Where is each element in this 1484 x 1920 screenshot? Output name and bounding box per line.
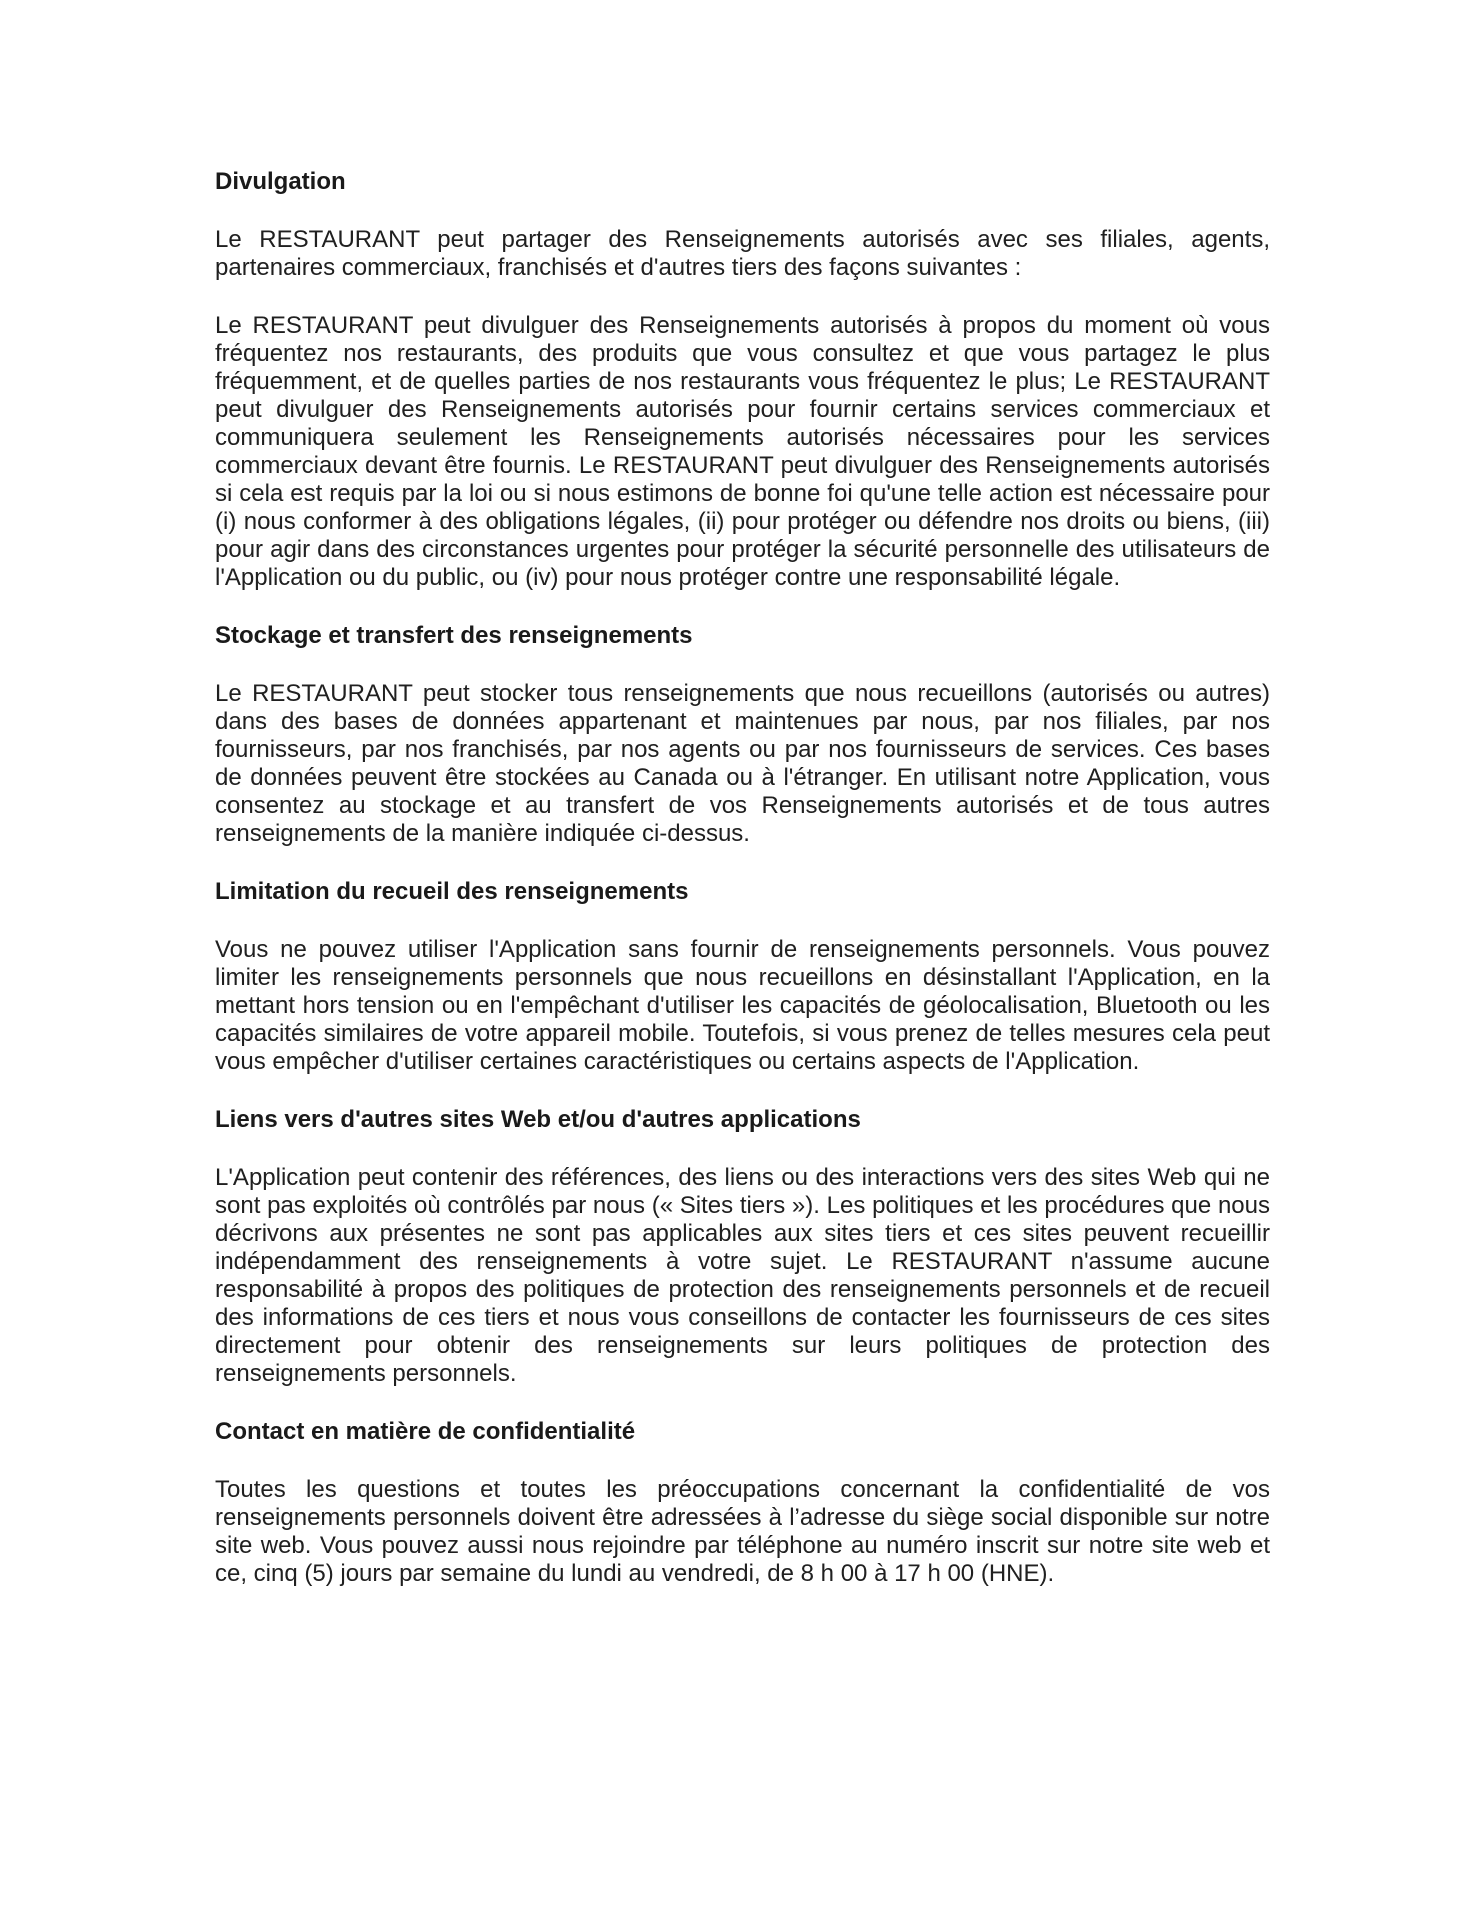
section-heading-stockage-transfert: Stockage et transfert des renseignements (215, 622, 693, 649)
paragraph-divulgation-intro: Le RESTAURANT peut partager des Renseignements autorisés avec ses filiales, agents, partenaires commerciaux, franchisés et d'autres tiers des façons suivantes : (215, 226, 1270, 281)
paragraph-limitation-recueil: Vous ne pouvez utiliser l'Application sans fournir de renseignements personnels. Vous pouvez limiter les renseignements personnels que nous recueillons en désinstallant l'Application, en la mettant hors tension ou en l'empêchant d'utiliser les capacités de géolocalisation, Bluetooth ou les capacités similaires de votre appareil mobile. Toutefois, si vous prenez de telles mesures cela peut vous empêcher d'utiliser certaines caractéristiques ou certains aspects de l'Application. (215, 936, 1270, 1075)
paragraph-contact-confidentialite: Toutes les questions et toutes les préoccupations concernant la confidentialité de vos renseignements personnels doivent être adressées à l’adresse du siège social disponible sur notre site web. Vous pouvez aussi nous rejoindre par téléphone au numéro inscrit sur notre site web et ce, cinq (5) jours par semaine du lundi au vendredi, de 8 h 00 à 17 h 00 (HNE). (215, 1476, 1270, 1587)
paragraph-liens-sites-tiers: L'Application peut contenir des références, des liens ou des interactions vers des sites Web qui ne sont pas exploités où contrôlés par nous (« Sites tiers »). Les politiques et les procédures que nous décrivons aux présentes ne sont pas applicables aux sites tiers et ces sites peuvent recueillir indépendamment des renseignements à votre sujet. Le RESTAURANT n'assume aucune responsabilité à propos des politiques de protection des renseignements personnels et de recueil des informations de ces tiers et nous vous conseillons de contacter les fournisseurs de ces sites directement pour obtenir des renseignements sur leurs politiques de protection des renseignements personnels. (215, 1164, 1270, 1387)
paragraph-divulgation-details: Le RESTAURANT peut divulguer des Renseignements autorisés à propos du moment où vous fréquentez nos restaurants, des produits que vous consultez et que vous partagez le plus fréquemment, et de quelles parties de nos restaurants vous fréquentez le plus; Le RESTAURANT peut divulguer des Renseignements autorisés pour fournir certains services commerciaux et communiquera seulement les Renseignements autorisés nécessaires pour les services commerciaux devant être fournis. Le RESTAURANT peut divulguer des Renseignements autorisés si cela est requis par la loi ou si nous estimons de bonne foi qu'une telle action est nécessaire pour (i) nous conformer à des obligations légales, (ii) pour protéger ou défendre nos droits ou biens, (iii) pour agir dans des circonstances urgentes pour protéger la sécurité personnelle des utilisateurs de l'Application ou du public, ou (iv) pour nous protéger contre une responsabilité légale. (215, 312, 1270, 591)
section-heading-liens-sites-tiers: Liens vers d'autres sites Web et/ou d'autres applications (215, 1106, 861, 1133)
paragraph-stockage-transfert: Le RESTAURANT peut stocker tous renseignements que nous recueillons (autorisés ou autres) dans des bases de données appartenant et maintenues par nous, par nos filiales, par nos fournisseurs, par nos franchisés, par nos agents ou par nos fournisseurs de services. Ces bases de données peuvent être stockées au Canada ou à l'étranger. En utilisant notre Application, vous consentez au stockage et au transfert de vos Renseignements autorisés et de tous autres renseignements de la manière indiquée ci-dessus. (215, 680, 1270, 847)
section-heading-contact-confidentialite: Contact en matière de confidentialité (215, 1418, 636, 1445)
section-heading-divulgation: Divulgation (215, 168, 346, 195)
section-heading-limitation-recueil: Limitation du recueil des renseignements (215, 878, 689, 905)
